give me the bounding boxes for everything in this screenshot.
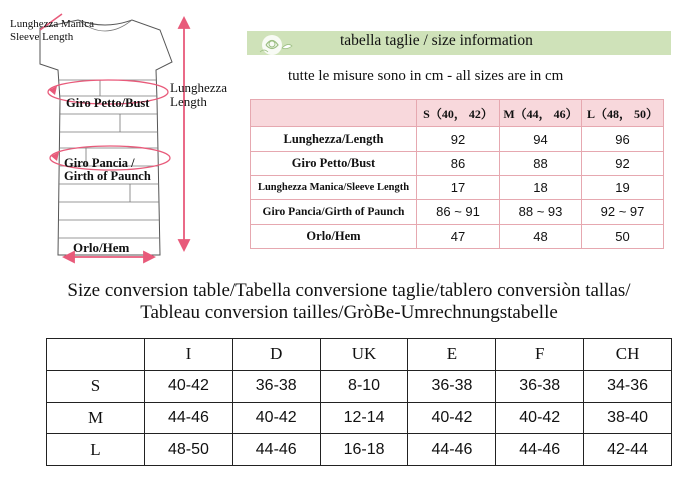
conversion-cell: 16-18 <box>320 434 408 466</box>
measurement-value: 48 <box>500 224 582 248</box>
rose-icon <box>254 30 296 60</box>
conversion-cell: 44-46 <box>496 434 584 466</box>
conversion-cell: 40-42 <box>408 402 496 434</box>
measurement-value: 19 <box>582 175 664 199</box>
size-table-header-row <box>251 100 664 127</box>
size-row-label: M <box>47 402 145 434</box>
measurement-value: 86 ~ 91 <box>417 200 500 224</box>
conversion-row <box>47 434 672 466</box>
country-column-header: D <box>232 339 320 371</box>
size-column-header: L（48， 50） <box>582 100 664 127</box>
measurement-value: 96 <box>582 127 664 151</box>
measurement-value: 17 <box>417 175 500 199</box>
conversion-cell: 34-36 <box>584 370 672 402</box>
size-info-table <box>250 99 663 249</box>
country-column-header: E <box>408 339 496 371</box>
measurement-value: 18 <box>500 175 582 199</box>
country-column-header: I <box>145 339 233 371</box>
conversion-row <box>47 370 672 402</box>
country-column-header: CH <box>584 339 672 371</box>
conversion-heading-line2: Tableau conversion tailles/GròBe-Umrechnungstabelle <box>140 302 558 323</box>
measurement-label: Giro Pancia/Girth of Paunch <box>251 200 417 224</box>
conversion-cell: 44-46 <box>232 434 320 466</box>
size-table-row <box>251 224 664 248</box>
conversion-header-row <box>47 339 672 371</box>
conversion-cell: 48-50 <box>145 434 233 466</box>
measurement-value: 50 <box>582 224 664 248</box>
page-title: tabella taglie / size information <box>340 32 533 49</box>
country-column-header: UK <box>320 339 408 371</box>
size-table-row <box>251 127 664 151</box>
sleeve-label-line2: Sleeve Length <box>10 31 74 43</box>
size-conversion-table <box>46 338 672 466</box>
conversion-cell: 40-42 <box>232 402 320 434</box>
conversion-cell: 42-44 <box>584 434 672 466</box>
measurement-value: 88 ~ 93 <box>500 200 582 224</box>
sleeve-label <box>10 18 94 44</box>
size-table-row <box>251 175 664 199</box>
length-arrow <box>179 18 189 250</box>
length-label-line1: Lunghezza <box>170 80 228 95</box>
measurement-label: Lunghezza Manica/Sleeve Length <box>251 175 417 199</box>
country-column-header: F <box>496 339 584 371</box>
measurement-value: 88 <box>500 151 582 175</box>
conversion-cell: 40-42 <box>496 402 584 434</box>
size-table-row <box>251 200 664 224</box>
measurement-label: Giro Petto/Bust <box>251 151 417 175</box>
measurement-value: 92 <box>582 151 664 175</box>
conversion-cell: 36-38 <box>232 370 320 402</box>
measurement-label: Lunghezza/Length <box>251 127 417 151</box>
measurement-value: 92 <box>417 127 500 151</box>
conversion-cell: 44-46 <box>145 402 233 434</box>
measurement-value: 94 <box>500 127 582 151</box>
size-table-row <box>251 151 664 175</box>
bust-label: Giro Petto/Bust <box>66 96 150 110</box>
hem-label: Orlo/Hem <box>73 240 130 255</box>
length-label <box>170 81 227 109</box>
size-column-header: S（40， 42） <box>417 100 500 127</box>
size-row-label: L <box>47 434 145 466</box>
size-table-corner <box>251 100 417 127</box>
measurement-value: 92 ~ 97 <box>582 200 664 224</box>
conversion-heading-line1: Size conversion table/Tabella conversione taglie/tablero conversiòn tallas/ <box>67 280 631 301</box>
conversion-cell: 8-10 <box>320 370 408 402</box>
measurement-label: Orlo/Hem <box>251 224 417 248</box>
size-column-header: M（44， 46） <box>500 100 582 127</box>
measurement-value: 86 <box>417 151 500 175</box>
units-note: tutte le misure sono in cm - all sizes are in cm <box>288 68 564 84</box>
conversion-row <box>47 402 672 434</box>
conversion-cell: 36-38 <box>496 370 584 402</box>
conversion-cell: 12-14 <box>320 402 408 434</box>
conversion-corner <box>47 339 145 371</box>
measurement-value: 47 <box>417 224 500 248</box>
conversion-cell: 36-38 <box>408 370 496 402</box>
conversion-cell: 40-42 <box>145 370 233 402</box>
size-row-label: S <box>47 370 145 402</box>
sleeve-label-line1: Lunghezza Manica <box>10 18 94 30</box>
conversion-cell: 44-46 <box>408 434 496 466</box>
paunch-label-line1: Giro Pancia / <box>64 156 135 170</box>
paunch-label <box>64 157 151 183</box>
paunch-label-line2: Girth of Paunch <box>64 169 151 183</box>
length-label-line2: Length <box>170 94 207 109</box>
conversion-cell: 38-40 <box>584 402 672 434</box>
